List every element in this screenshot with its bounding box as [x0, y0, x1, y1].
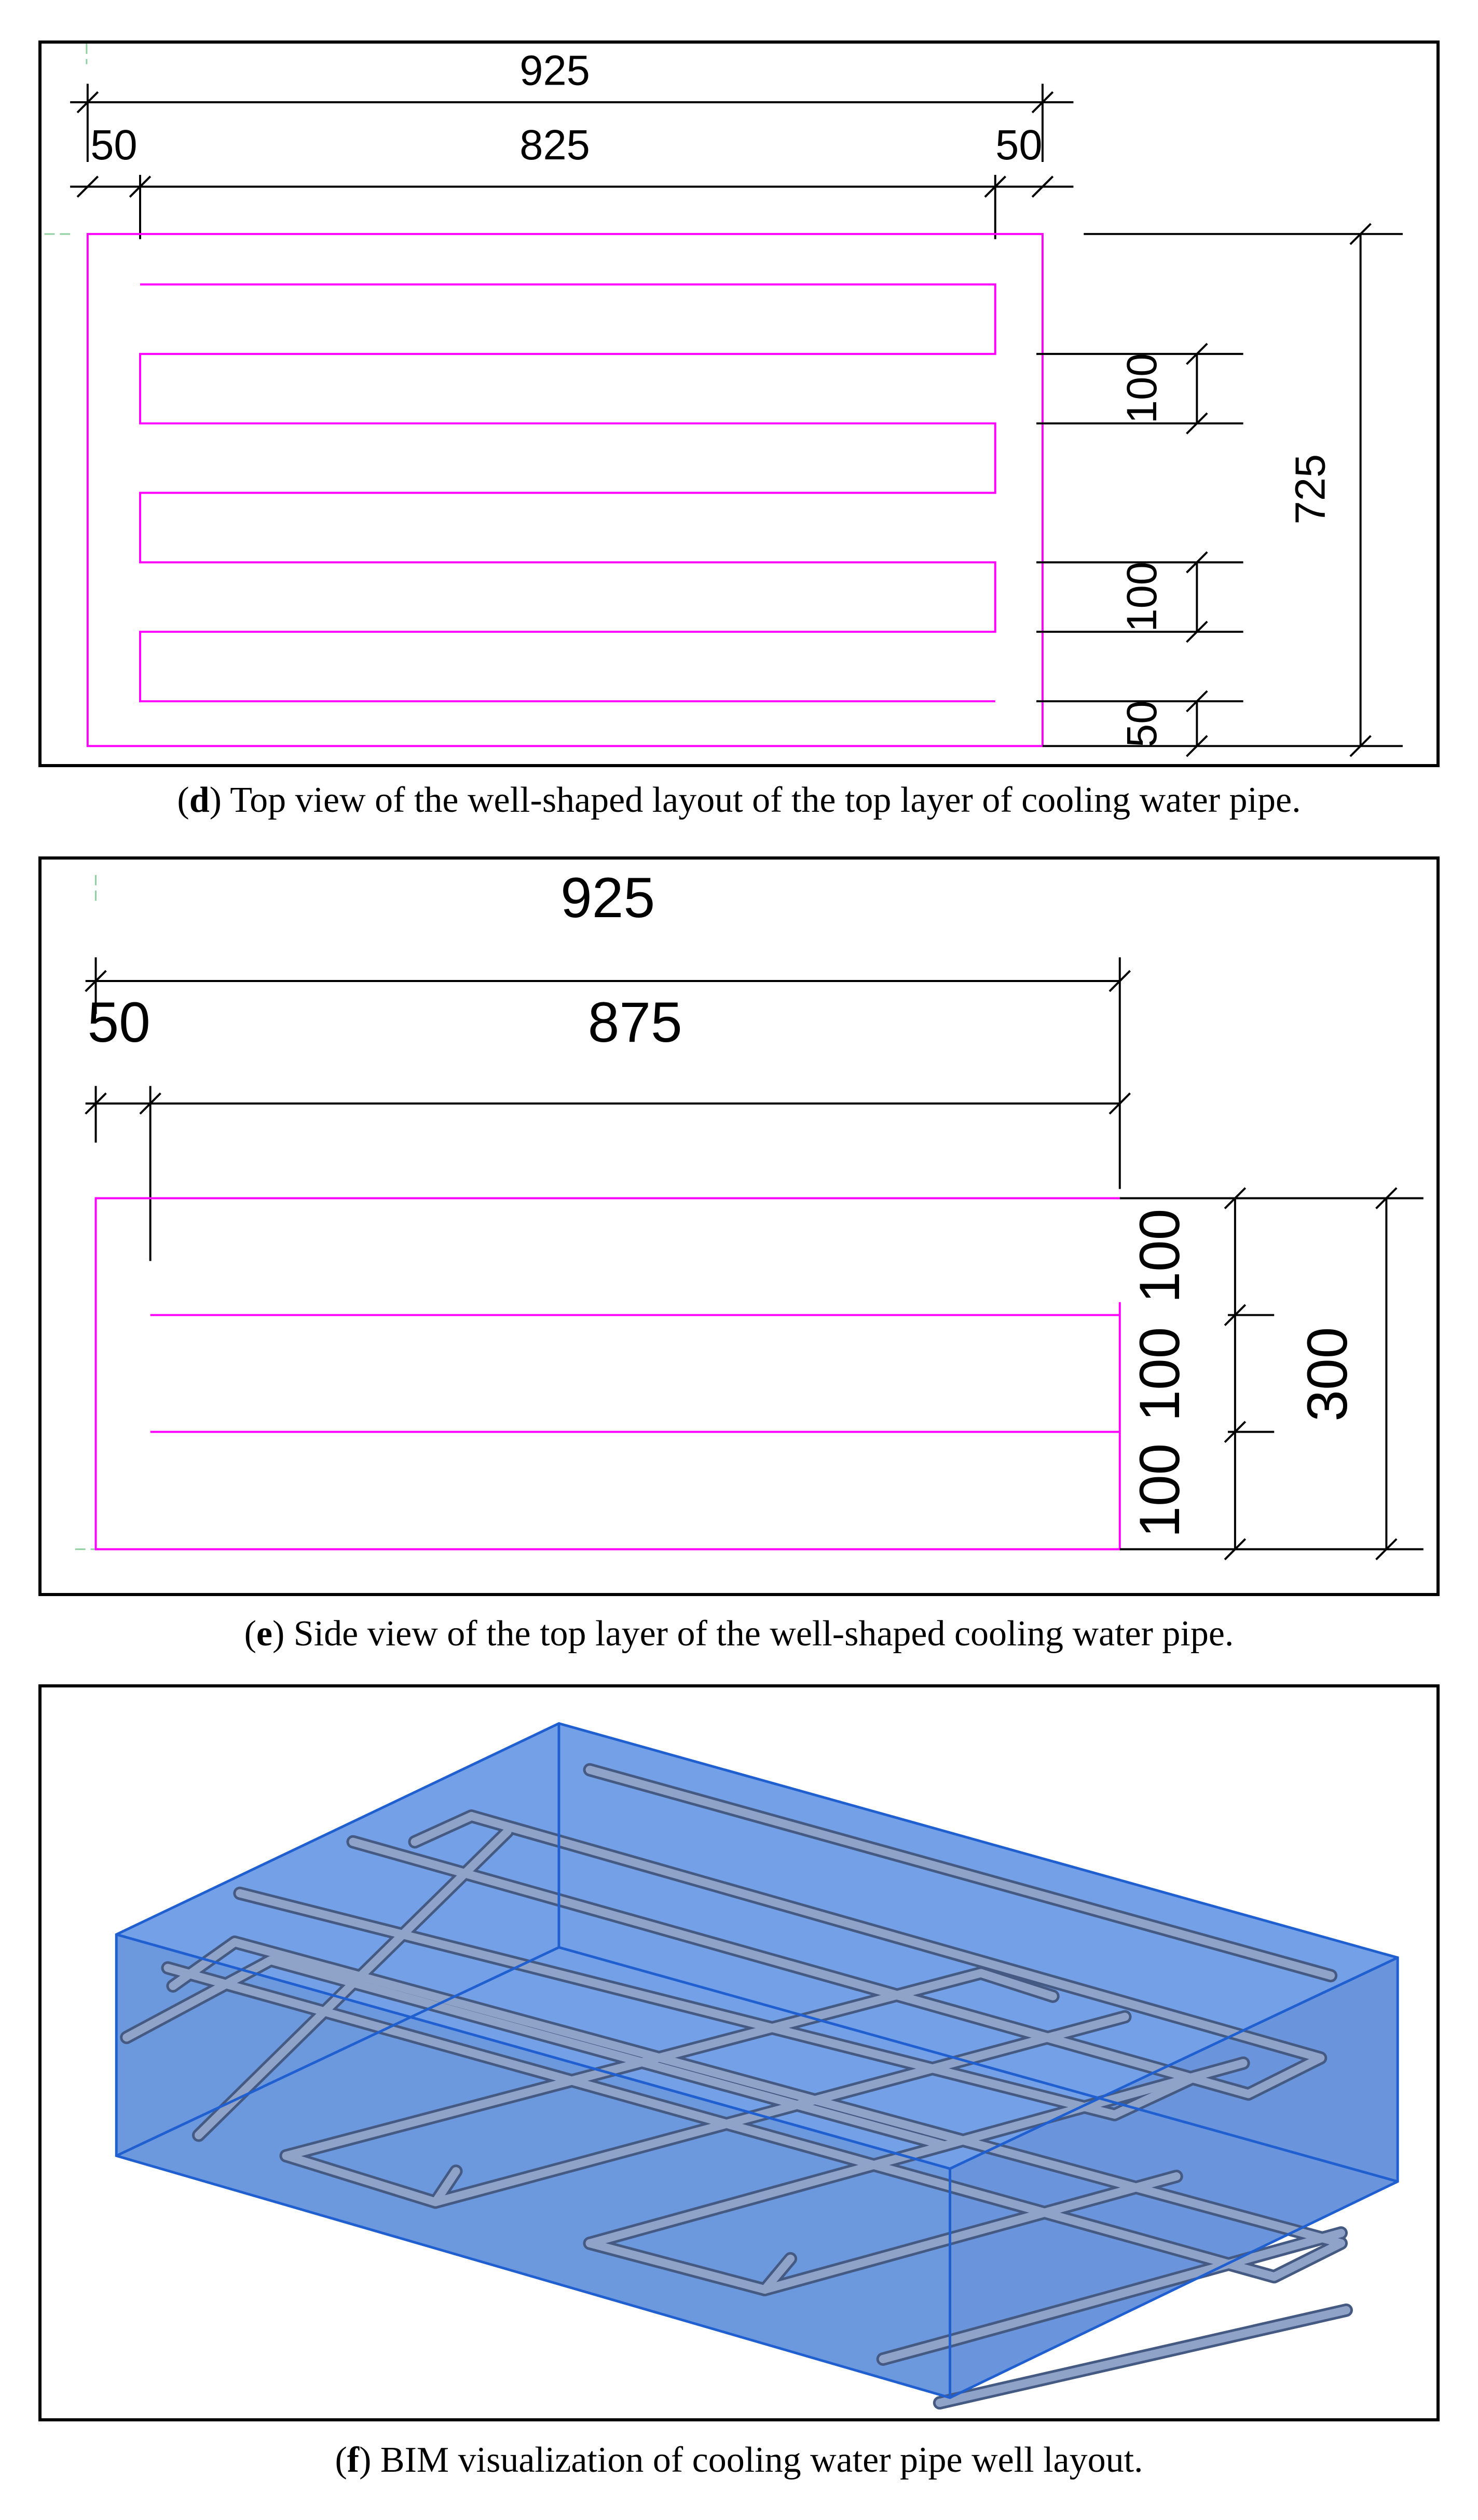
dim-spacing-2: 100 [1118, 561, 1166, 632]
concrete-block [116, 1723, 1398, 2398]
caption-top-view: (d) Top view of the well-shaped layout of the top layer of cooling water pipe. [177, 780, 1301, 820]
dim-bottom-margin: 50 [1118, 700, 1166, 747]
vertical-dimensions [1036, 224, 1403, 756]
dim-right-margin: 50 [995, 121, 1043, 169]
top-view-panel [38, 40, 1440, 767]
block-outline [88, 234, 1043, 746]
caption-side-view: (e) Side view of the top layer of the well-shaped cooling water pipe. [244, 1614, 1234, 1654]
block-outline [96, 1198, 1120, 1549]
cooling-pipe-serpentine [140, 284, 995, 701]
bim-visualization-drawing [42, 1687, 1436, 2418]
dim-left-margin: 50 [90, 121, 138, 169]
dim-seg-1: 100 [1128, 1208, 1192, 1303]
dim-inner-width: 825 [519, 121, 590, 169]
caption-bim-visualization: (f) BIM visualization of cooling water pipe well layout. [335, 2440, 1143, 2480]
top-view-drawing [42, 44, 1436, 764]
side-view-panel [38, 856, 1440, 1596]
dim-overall-height: 725 [1287, 454, 1334, 525]
dim-overall-width: 925 [560, 866, 655, 930]
dim-left-margin: 50 [87, 991, 150, 1055]
bim-visualization-panel [38, 1684, 1440, 2421]
dim-seg-2: 100 [1128, 1327, 1192, 1422]
dim-inner-width: 875 [587, 991, 682, 1055]
side-view-drawing [42, 860, 1436, 1593]
dim-spacing-1: 100 [1118, 353, 1166, 424]
dim-seg-3: 100 [1128, 1443, 1192, 1538]
dim-overall-height: 300 [1296, 1327, 1360, 1422]
dim-overall-width: 925 [519, 47, 590, 94]
